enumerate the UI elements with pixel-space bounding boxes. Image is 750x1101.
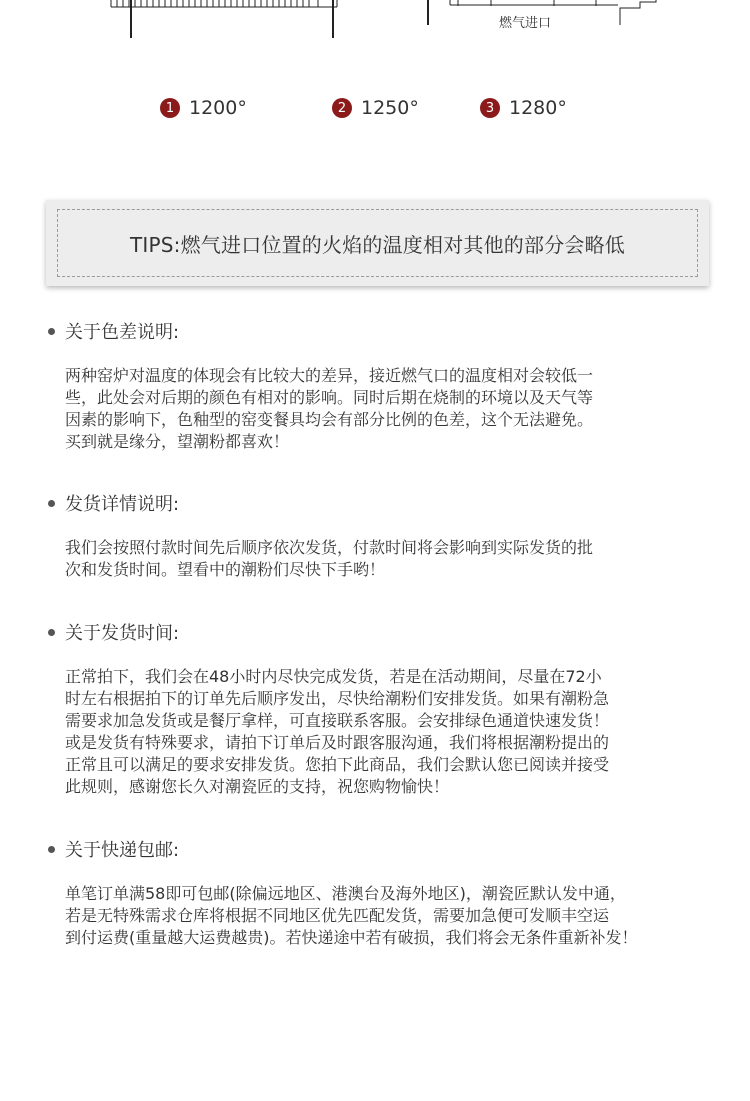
section-title: 关于发货时间: [65, 623, 180, 644]
section-color-difference [48, 319, 720, 453]
section-shipping-time [48, 620, 720, 798]
bullet-dot-icon [48, 629, 55, 636]
section-title: 发货详情说明: [65, 494, 180, 515]
section-shipping-details [48, 491, 720, 581]
body-line: 单笔订单满58即可包邮(除偏远地区、港澳台及海外地区)，潮瓷匠默认发中通， [65, 884, 626, 903]
temperature-value: 1200° [189, 97, 247, 119]
section-body [65, 666, 720, 798]
body-line: 正常拍下，我们会在48小时内尽快完成发货，若是在活动期间，尽量在72小 [65, 667, 602, 686]
section-body [65, 883, 720, 949]
number-badge: 3 [480, 98, 500, 118]
kiln-diagram-lines [0, 0, 750, 40]
tips-text: TIPS:燃气进口位置的火焰的温度相对其他的部分会略低 [129, 232, 625, 257]
tips-box [46, 200, 709, 286]
temperature-value: 1280° [509, 97, 567, 119]
body-line: 次和发货时间。望看中的潮粉们尽快下手哟！ [65, 560, 386, 579]
section-heading [48, 491, 720, 515]
temperature-item [332, 96, 419, 120]
bullet-dot-icon [48, 328, 55, 335]
body-line: 此规则，感谢您长久对潮瓷匠的支持，祝您购物愉快！ [65, 777, 450, 796]
body-line: 需要求加急发货或是餐厅拿样，可直接联系客服。会安排绿色通道快速发货！ [65, 711, 610, 730]
temperature-item [480, 96, 567, 120]
section-heading [48, 620, 720, 644]
bullet-dot-icon [48, 846, 55, 853]
body-line: 若是无特殊需求仓库将根据不同地区优先匹配发货，需要加急便可发顺丰空运 [65, 906, 610, 925]
section-heading [48, 837, 720, 861]
temperature-item [160, 96, 247, 120]
section-body [65, 537, 720, 581]
tips-dashed-frame [57, 209, 698, 277]
temperature-list [0, 96, 750, 120]
body-line: 些，此处会对后期的颜色有相对的影响。同时后期在烧制的环境以及天气等 [65, 388, 594, 407]
section-title: 关于色差说明: [65, 322, 180, 343]
section-title: 关于快递包邮: [65, 840, 180, 861]
section-body [65, 365, 720, 453]
gas-inlet-label: 燃气进口 [499, 16, 552, 31]
number-badge: 2 [332, 98, 352, 118]
section-heading [48, 319, 720, 343]
body-line: 到付运费(重量越大运费越贵)。若快递途中若有破损，我们将会无条件重新补发！ [65, 928, 638, 947]
body-line: 或是发货有特殊要求，请拍下订单后及时跟客服沟通，我们将根据潮粉提出的 [65, 733, 610, 752]
body-line: 我们会按照付款时间先后顺序依次发货，付款时间将会影响到实际发货的批 [65, 538, 594, 557]
body-line: 两种窑炉对温度的体现会有比较大的差异，接近燃气口的温度相对会较低一 [65, 366, 594, 385]
body-line: 时左右根据拍下的订单先后顺序发出，尽快给潮粉们安排发货。如果有潮粉急 [65, 689, 610, 708]
body-line: 买到就是缘分，望潮粉都喜欢！ [65, 432, 290, 451]
body-line: 因素的影响下，色釉型的窑变餐具均会有部分比例的色差，这个无法避免。 [65, 410, 594, 429]
bullet-dot-icon [48, 500, 55, 507]
kiln-diagram [0, 0, 750, 40]
section-free-shipping [48, 837, 720, 949]
number-badge: 1 [160, 98, 180, 118]
temperature-value: 1250° [361, 97, 419, 119]
body-line: 正常且可以满足的要求安排发货。您拍下此商品，我们会默认您已阅读并接受 [65, 755, 610, 774]
